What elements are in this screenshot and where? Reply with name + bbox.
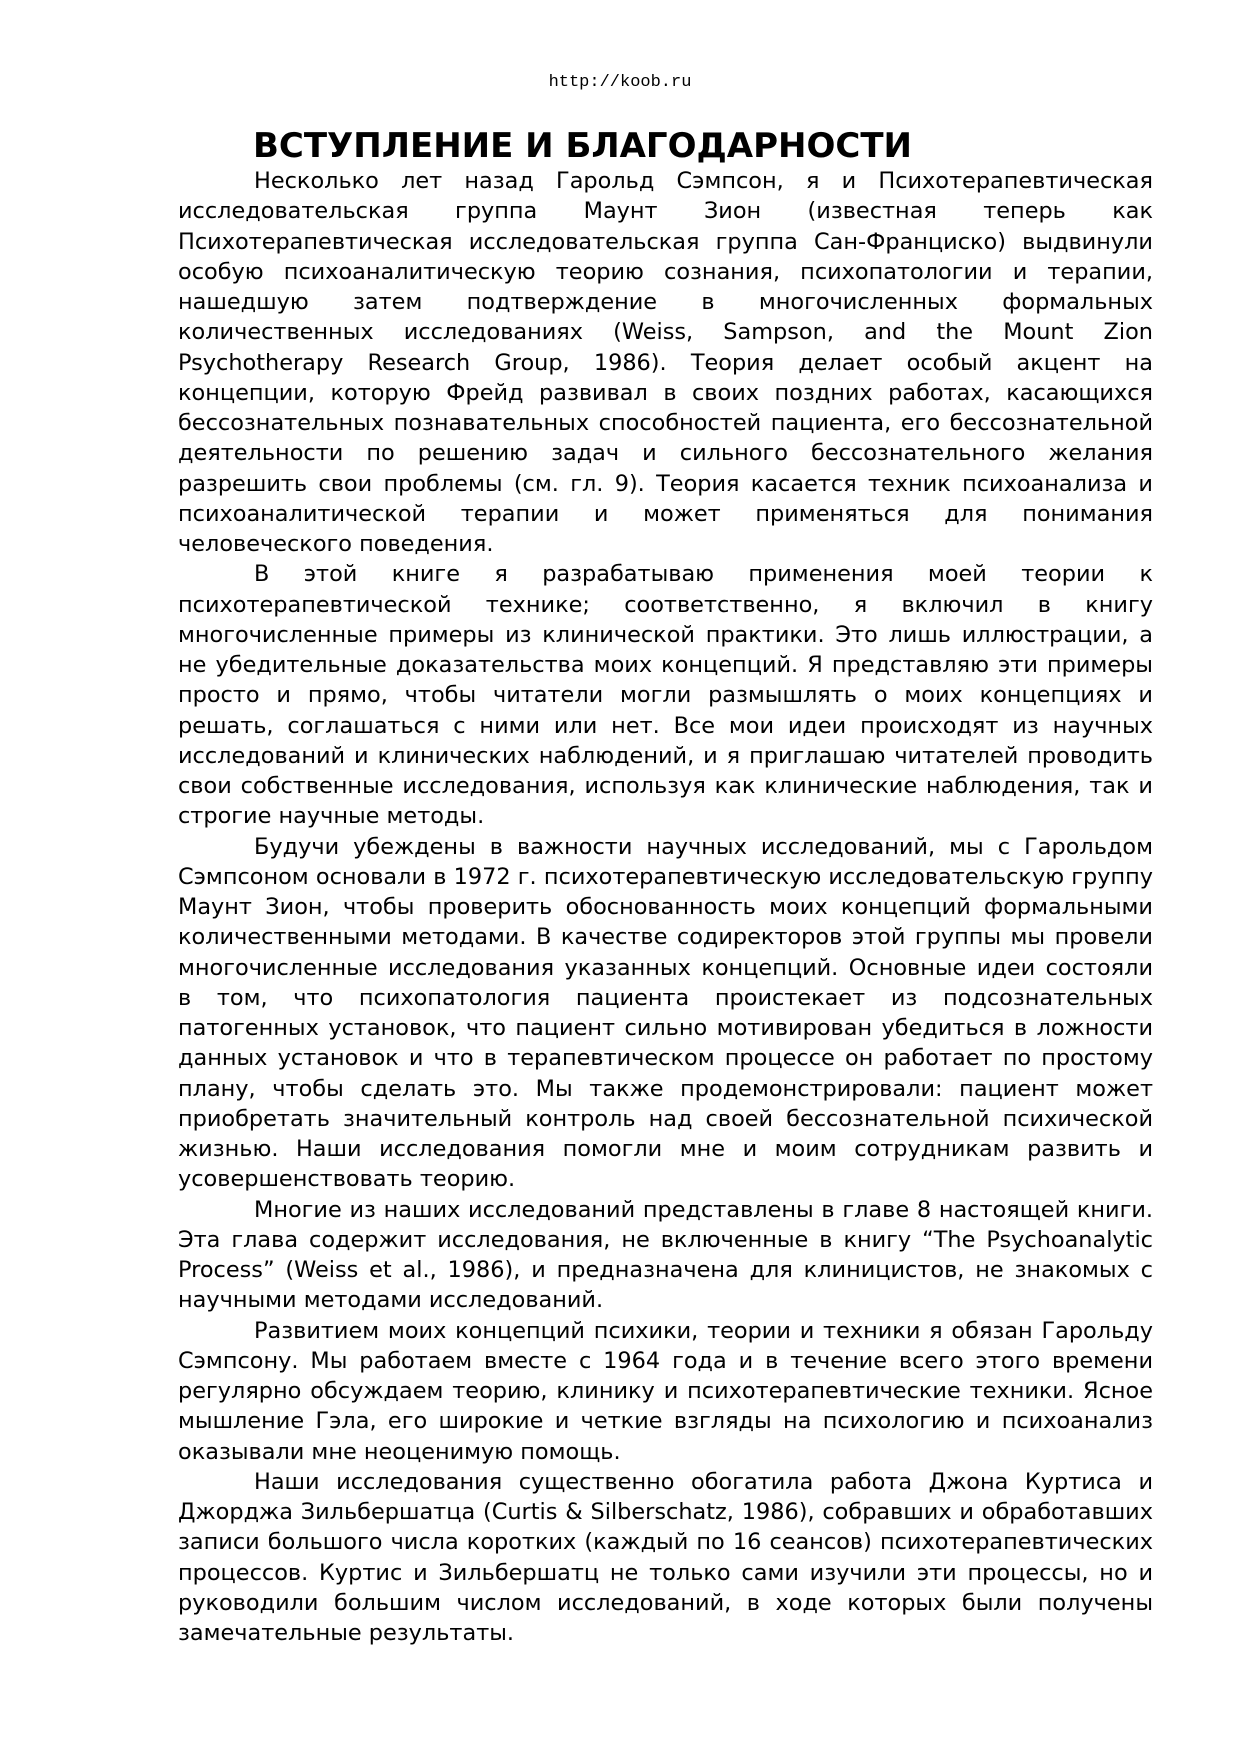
paragraph: Развитием моих концепций психики, теории и техники я обязан Гарольду Сэмпсону. Мы работаем вместе с 1964 года и в течение всего этого времени регулярно обсуждаем теорию, клинику и психотерапевтические техники. Ясное мышление Гэла, его широкие и четкие взгляды на психологию и психоанализ оказывали мне неоценимую помощь.: [178, 1317, 1153, 1465]
paragraph: Несколько лет назад Гарольд Сэмпсон, я и Психотерапевтическая исследовательская группа Маунт Зион (известная теперь как Психотерапевтическая исследовательская группа Сан-Франциско) выдвинули особую психоаналитическую теорию сознания, психопатологии и терапии, нашедшую затем подтверждение в многочисленных формальных количественных исследованиях (Weiss, Sampson, and the Mount Zion Psychotherapy Research Group, 1986). Теория делает особый акцент на концепции, которую Фрейд развивал в своих поздних работах, касающихся бессознательных познавательных способностей пациента, его бессознательной деятельности по решению задач и сильного бессознательного желания разрешить свои проблемы (см. гл. 9). Теория касается техник психоанализа и психоаналитической терапии и может применяться для понимания человеческого поведения.: [178, 168, 1153, 557]
document-body: [178, 166, 1153, 1648]
paragraph: Будучи убеждены в важности научных исследований, мы с Гарольдом Сэмпсоном основали в 1972 г. психотерапевтическую исследовательскую группу Маунт Зион, чтобы проверить обоснованность моих концепций формальными количественными методами. В качестве содиректоров этой группы мы провели многочисленные исследования указанных концепций. Основные идеи состояли в том, что психопатология пациента проистекает из подсознательных патогенных установок, что пациент сильно мотивирован убедиться в ложности данных установок и что в терапевтическом процессе он работает по простому плану, чтобы сделать это. Мы также продемонстрировали: пациент может приобретать значительный контроль над своей бессознательной психической жизнью. Наши исследования помогли мне и моим сотрудникам развить и усовершенствовать теорию.: [178, 833, 1153, 1193]
paragraph: Наши исследования существенно обогатила работа Джона Куртиса и Джорджа Зильбершатца (Curtis & Silberschatz, 1986), собравших и обработавших записи большого числа коротких (каждый по 16 сеансов) психотерапевтических процессов. Куртис и Зильбершатц не только сами изучили эти процессы, но и руководили большим числом исследований, в ходе которых были получены замечательные результаты.: [178, 1468, 1153, 1646]
page-title: ВСТУПЛЕНИЕ И БЛАГОДАРНОСТИ: [253, 126, 912, 166]
paragraph: В этой книге я разрабатываю применения моей теории к психотерапевтической технике; соответственно, я включил в книгу многочисленные примеры из клинической практики. Это лишь иллюстрации, а не убедительные доказательства моих концепций. Я представляю эти примеры просто и прямо, чтобы читатели могли размышлять о моих концепциях и решать, соглашаться с ними или нет. Все мои идеи происходят из научных исследований и клинических наблюдений, и я приглашаю читателей проводить свои собственные исследования, используя как клинические наблюдения, так и строгие научные методы.: [178, 561, 1153, 830]
paragraph: Многие из наших исследований представлены в главе 8 настоящей книги. Эта глава содержит исследования, не включенные в книгу “The Psychoanalytic Process” (Weiss et al., 1986), и предназначена для клиницистов, не знакомых с научными методами исследований.: [178, 1196, 1153, 1314]
header-url: http://koob.ru: [548, 73, 692, 92]
